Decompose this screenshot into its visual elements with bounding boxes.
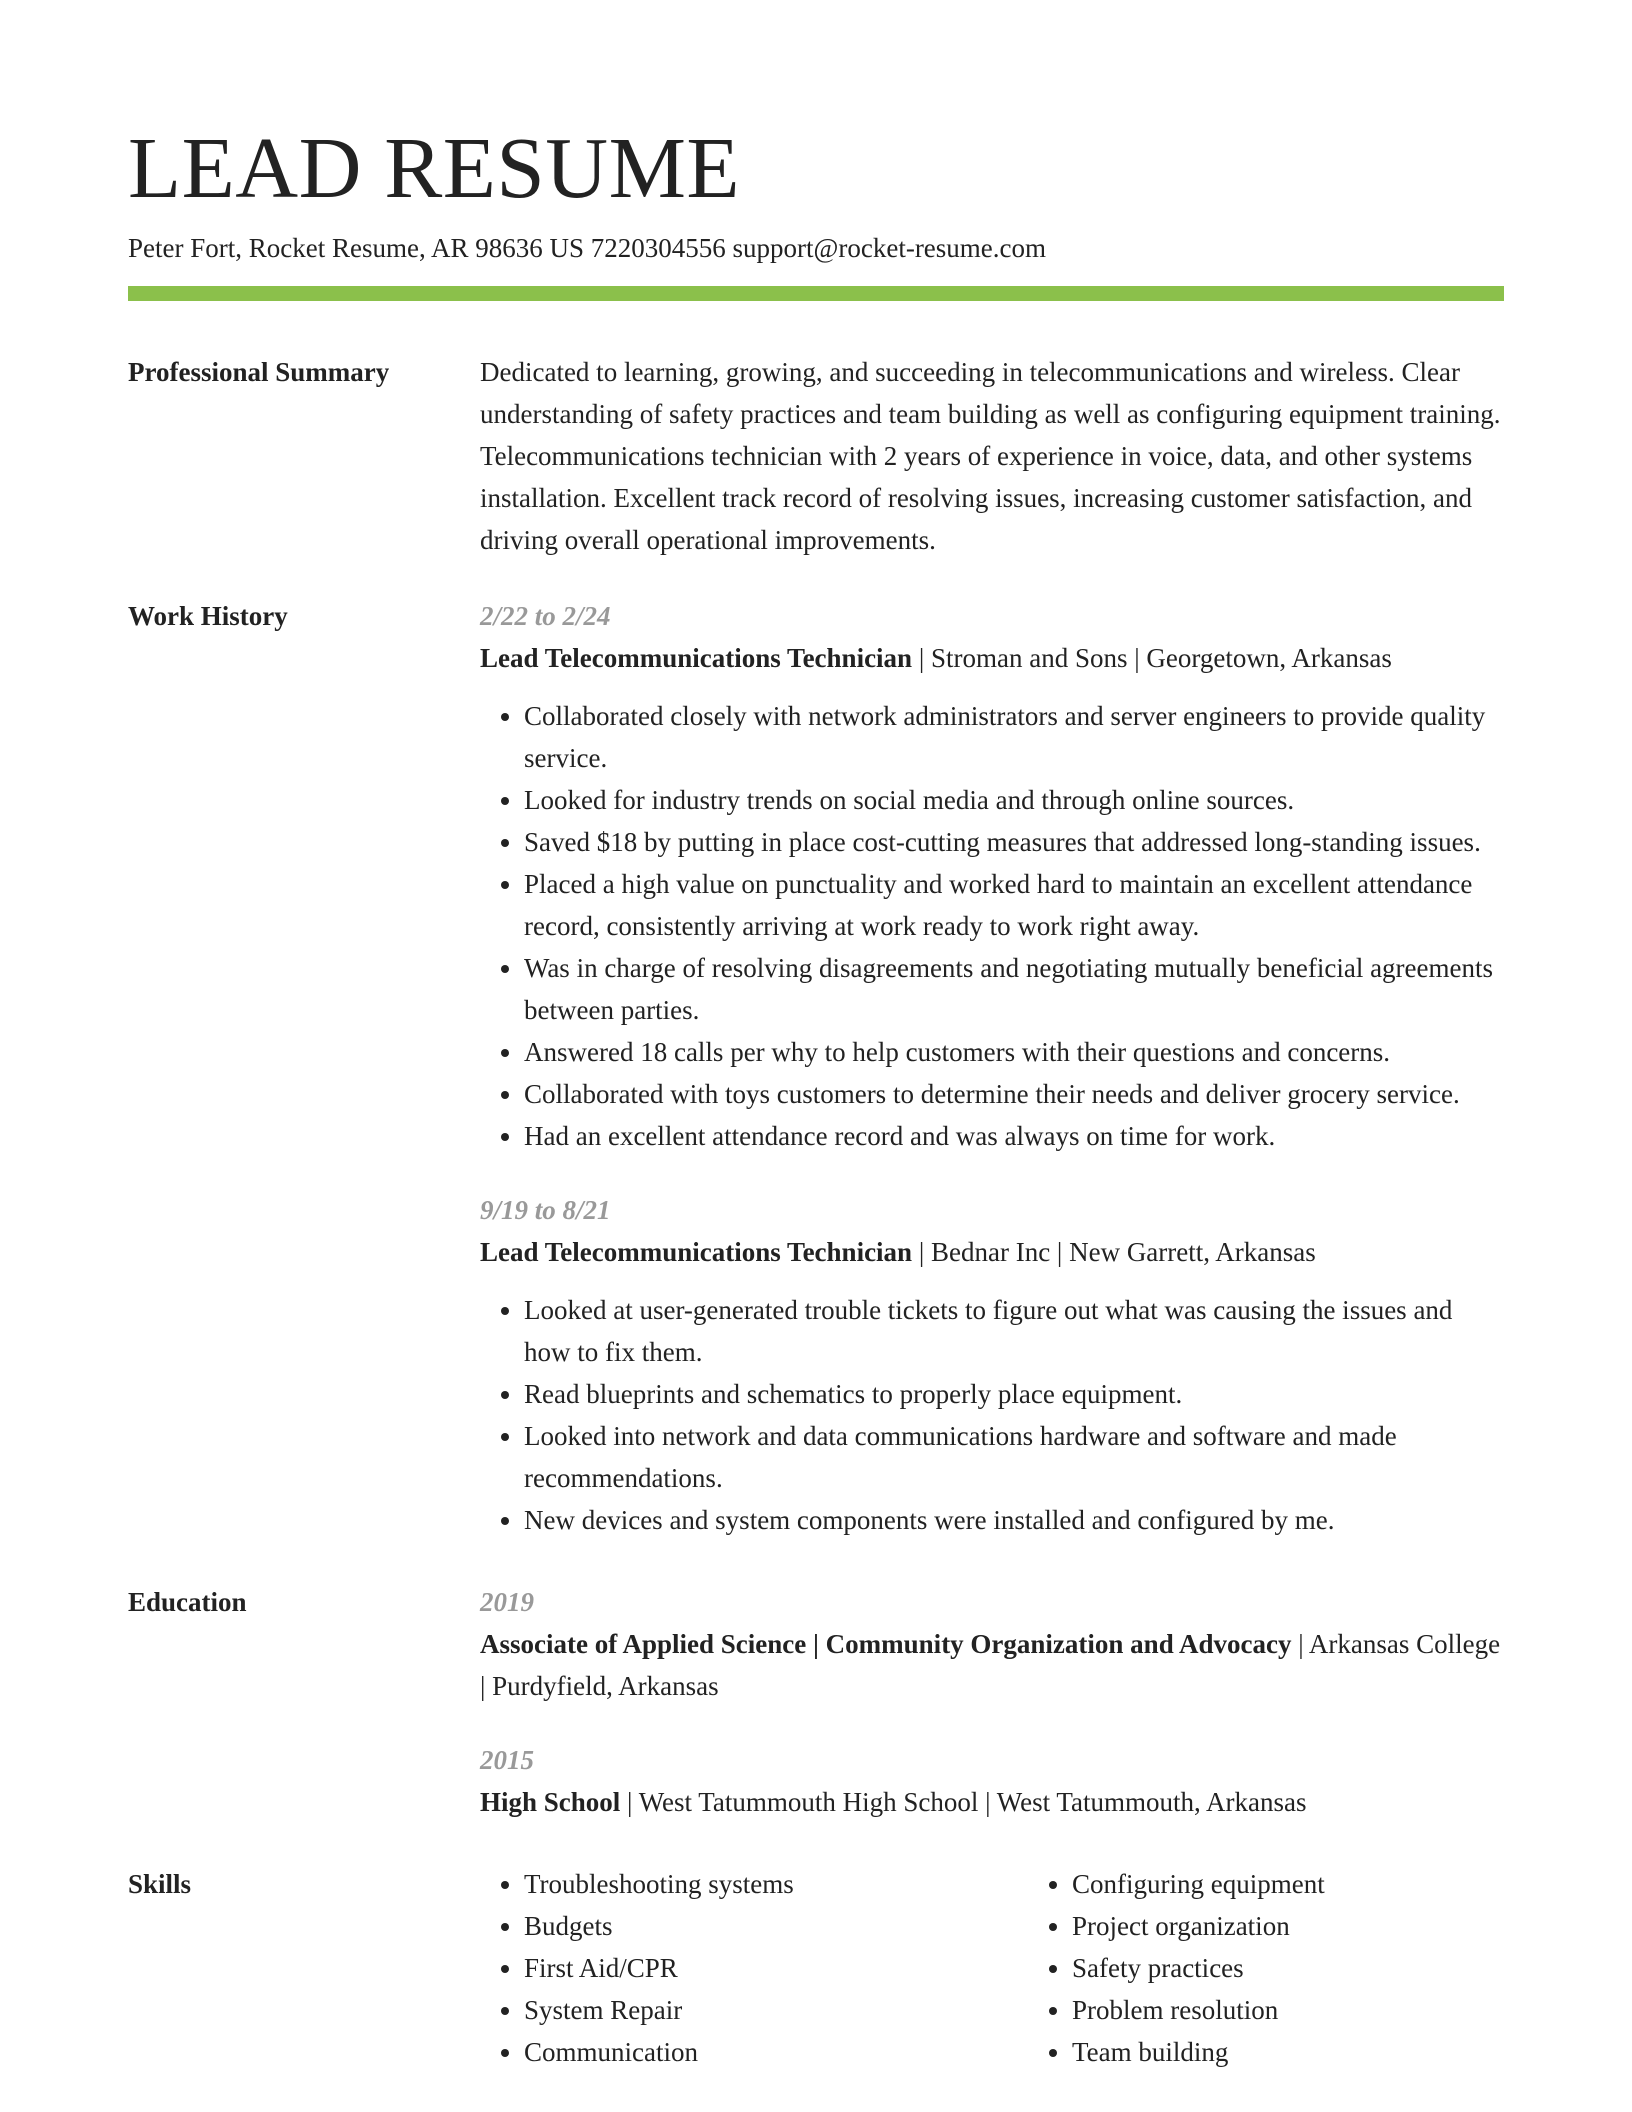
education-degree: Associate of Applied Science | Community Organization and Advocacy bbox=[480, 1629, 1292, 1659]
contact-email: support@rocket-resume.com bbox=[732, 233, 1047, 263]
summary-text: Dedicated to learning, growing, and succeeding in telecommunications and wireless. Clear understanding of safety practices and team building as well as configuring equipment training. Telecommunications technician with 2 years of experience in voice, data, and other systems installation. Excellent track record of resolving issues, increasing customer satisfaction, and driving overall operational improvements. bbox=[480, 357, 1501, 555]
skill-item: • Problem resolution bbox=[1072, 1989, 1576, 2031]
skill-item: • Communication bbox=[524, 2031, 1028, 2073]
job-details: | Bednar Inc | New Garrett, Arkansas bbox=[912, 1237, 1316, 1267]
job-bullet: • Read blueprints and schematics to properly place equipment. bbox=[524, 1373, 1504, 1415]
education-details: | Arkansas College | Purdyfield, Arkansas bbox=[480, 1629, 1501, 1701]
job-bullet: • Collaborated closely with network administrators and server engineers to provide quality service. bbox=[524, 695, 1504, 779]
job-bullets bbox=[480, 1289, 1504, 1541]
skill-item: • Team building bbox=[1072, 2031, 1576, 2073]
resume-title: LEAD RESUME bbox=[128, 119, 741, 216]
skills-content bbox=[480, 1863, 1576, 2073]
job-bullet: • Looked into network and data communications hardware and software and made recommendations. bbox=[524, 1415, 1504, 1499]
education-year: 2019 bbox=[480, 1587, 534, 1617]
summary-section bbox=[128, 351, 1504, 561]
education-heading-line bbox=[480, 1781, 1504, 1823]
education-entry bbox=[480, 1581, 1504, 1707]
contact-name: Peter Fort, bbox=[128, 233, 242, 263]
education-content bbox=[480, 1581, 1504, 1823]
job-title: Lead Telecommunications Technician bbox=[480, 1237, 913, 1267]
skill-item: • Troubleshooting systems bbox=[524, 1863, 1028, 1905]
job-heading bbox=[480, 1231, 1504, 1273]
summary-heading: Professional Summary bbox=[128, 357, 390, 387]
job-bullet: • Saved $18 by putting in place cost-cutting measures that addressed long-standing issues. bbox=[524, 821, 1504, 863]
job-entry bbox=[480, 595, 1504, 1157]
skills-section bbox=[128, 1863, 1504, 2073]
skill-item: • Project organization bbox=[1072, 1905, 1576, 1947]
skill-item: • Configuring equipment bbox=[1072, 1863, 1576, 1905]
skills-list-right bbox=[1028, 1863, 1576, 2073]
education-entry bbox=[480, 1739, 1504, 1823]
job-title: Lead Telecommunications Technician bbox=[480, 643, 913, 673]
accent-divider bbox=[128, 286, 1504, 301]
education-heading: Education bbox=[128, 1587, 247, 1617]
skills-list-left bbox=[480, 1863, 1028, 2073]
contact-phone: 7220304556 bbox=[590, 233, 726, 263]
education-section bbox=[128, 1581, 1504, 1823]
job-dates: 9/19 to 8/21 bbox=[480, 1195, 611, 1225]
job-dates: 2/22 to 2/24 bbox=[480, 601, 611, 631]
work-history-content bbox=[480, 595, 1504, 1541]
work-history-heading: Work History bbox=[128, 601, 288, 631]
education-heading-line bbox=[480, 1623, 1504, 1707]
job-entry bbox=[480, 1189, 1504, 1541]
job-bullet: • Had an excellent attendance record and was always on time for work. bbox=[524, 1115, 1504, 1157]
work-history-section bbox=[128, 595, 1504, 1541]
job-bullet: • Answered 18 calls per why to help customers with their questions and concerns. bbox=[524, 1031, 1504, 1073]
job-details: | Stroman and Sons | Georgetown, Arkansas bbox=[912, 643, 1392, 673]
education-degree: High School bbox=[480, 1787, 621, 1817]
job-heading bbox=[480, 637, 1504, 679]
job-bullet: • Collaborated with toys customers to determine their needs and deliver grocery service. bbox=[524, 1073, 1504, 1115]
skill-item: • First Aid/CPR bbox=[524, 1947, 1028, 1989]
job-bullet: • Placed a high value on punctuality and worked hard to maintain an excellent attendance record, consistently arriving at work ready to work right away. bbox=[524, 863, 1504, 947]
education-year: 2015 bbox=[480, 1745, 534, 1775]
skill-item: • Safety practices bbox=[1072, 1947, 1576, 1989]
job-bullet: • New devices and system components were installed and configured by me. bbox=[524, 1499, 1504, 1541]
job-bullets bbox=[480, 695, 1504, 1157]
skills-heading: Skills bbox=[128, 1869, 192, 1899]
resume-page bbox=[128, 0, 1504, 2073]
education-details: | West Tatummouth High School | West Tatummouth, Arkansas bbox=[620, 1787, 1307, 1817]
skill-item: • Budgets bbox=[524, 1905, 1028, 1947]
job-bullet: • Looked for industry trends on social media and through online sources. bbox=[524, 779, 1504, 821]
contact-address: Rocket Resume, AR 98636 US bbox=[248, 233, 584, 263]
job-bullet: • Looked at user-generated trouble tickets to figure out what was causing the issues and how to fix them. bbox=[524, 1289, 1504, 1373]
skill-item: • System Repair bbox=[524, 1989, 1028, 2031]
contact-line bbox=[128, 230, 1504, 266]
job-bullet: • Was in charge of resolving disagreements and negotiating mutually beneficial agreements between parties. bbox=[524, 947, 1504, 1031]
